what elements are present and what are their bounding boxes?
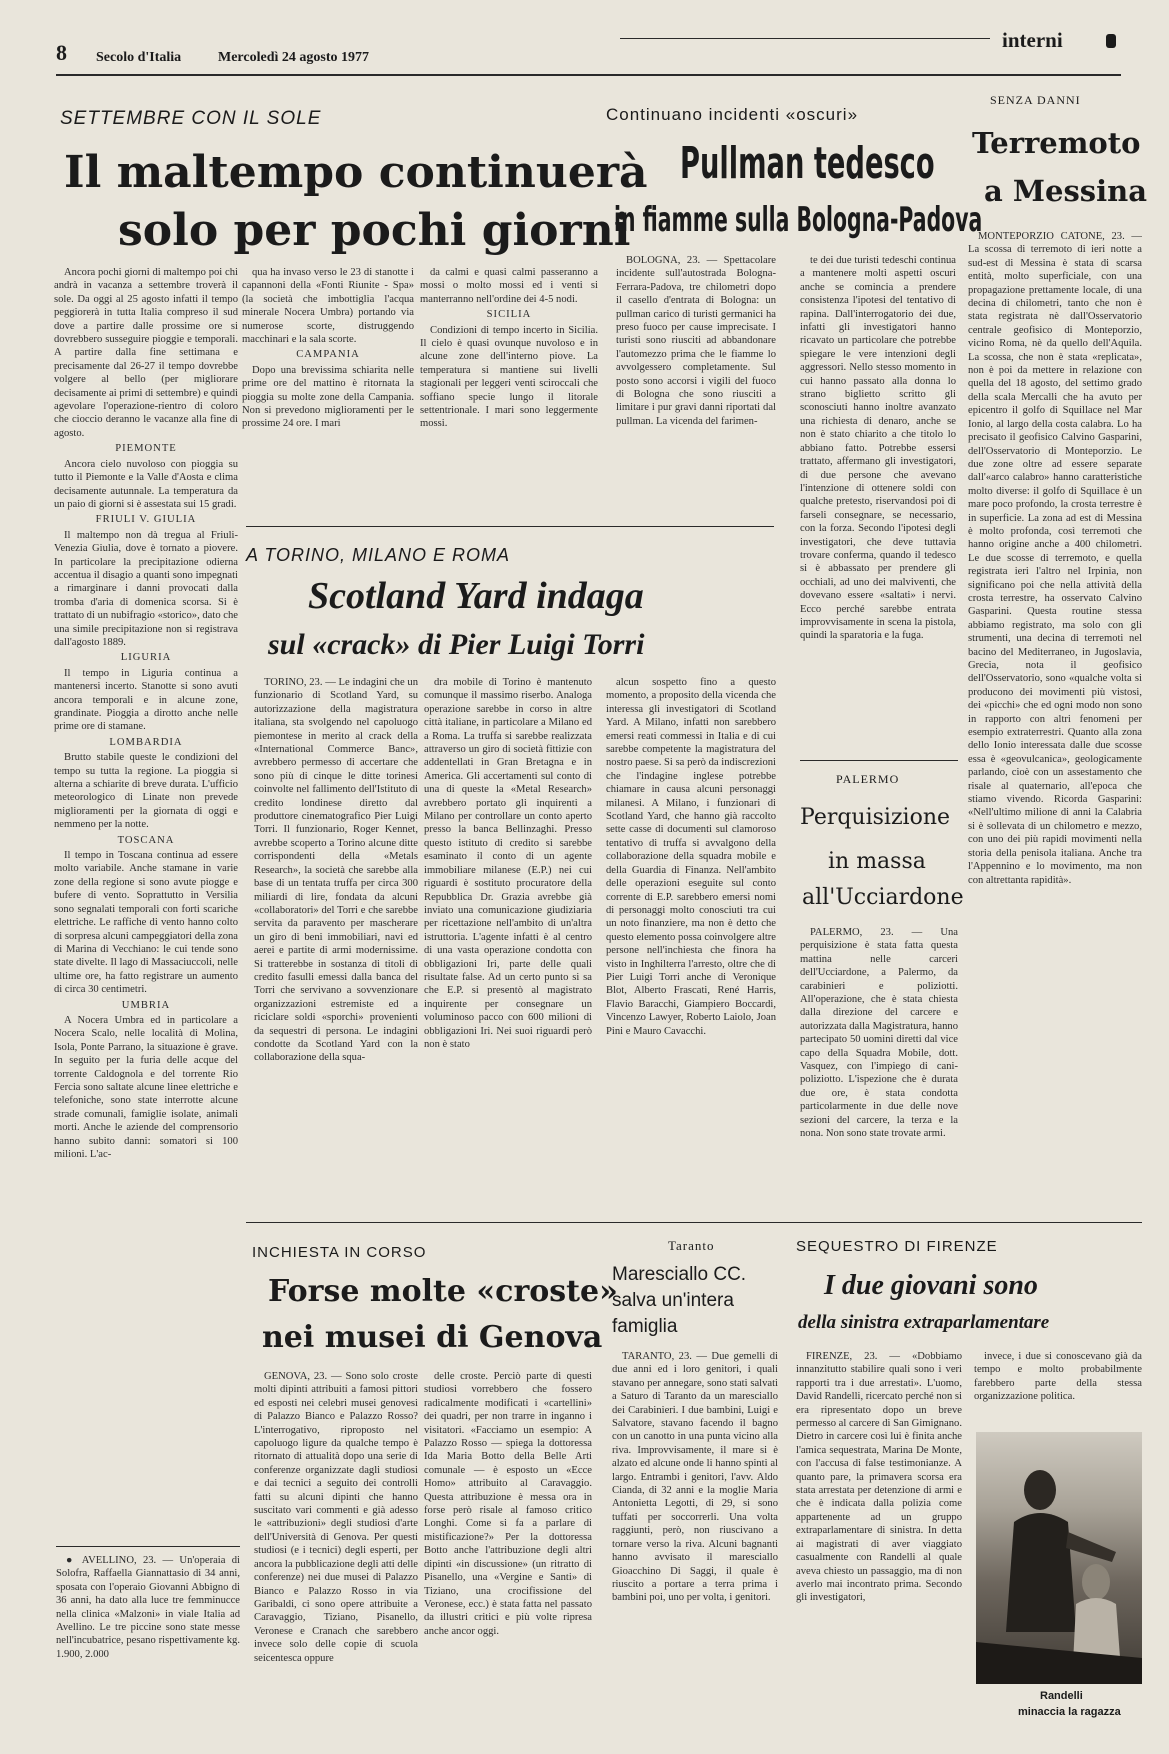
randelli-photo	[976, 1432, 1142, 1684]
firenze-body-2: invece, i due si conoscevano già da tempo e molto probabilmente farebbero parte della stessa organizzazione politica.	[974, 1351, 1142, 1403]
genova-body-1: GENOVA, 23. — Sono solo croste molti dipinti attribuiti a famosi pittori ed esposti nei celebri musei genovesi di Palazzo Bianco e Palazzo Rosso? L'interrogativo, riproposto nel capoluogo ligure da qualche tempo è ritornato di attualità dopo una serie di conferenze organizzate dagli studiosi e dai tecnici a seguito dei controlli fatti su alcuni dipinti che hanno suscitato vari commenti e già adesso le «attribuzioni» degli studiosi d'arte dell'Università di Genova. Per questi studiosi (e i tecnici) degli esperti, per ancora la pubblicazione degli atti delle conferenze) nei due musei di Palazzo Bianco e Palazzo Rosso in via Garibaldi, ci sono opere attribuite a Caravaggio, Tiziano, Pisanello, Veronese e Cranach che sarebbero invece solo delle copie di scuola seicentesca oppure	[254, 1371, 418, 1664]
region-heading-lombardia: LOMBARDIA	[109, 736, 183, 748]
avellino-column	[56, 1554, 240, 1744]
region-heading-sicilia: SICILIA	[486, 309, 532, 321]
masthead-rule-top	[620, 38, 990, 39]
pullman-body-1: BOLOGNA, 23. — Spettacolare incidente sull'autostrada Bologna-Ferrara-Padova, tre chilometri dopo il casello d'entrata di Bologna: un pullman carico di turisti germanici ha preso fuoco per cause imprecisate. I turisti sono riusciti ad abbandonare l'automezzo prima che le fiamme lo avvolgessero completamente. Sul posto sono accorsi i vigili del fuoco di Bologna che sono riusciti a limitare i pur gravi danni riportati dal pullman. La vicenda del farimen-	[616, 255, 776, 427]
photo-caption-text: minaccia la ragazza	[1018, 1706, 1121, 1718]
scotland-headline-line1: Scotland Yard indaga	[308, 575, 644, 617]
weather-column-2	[242, 266, 414, 526]
weather-friuli: Il maltempo non dà tregua al Friuli-Venezia Giulia, dove è tornato a piovere. In particolare la precipitazione odierna accentua il disagio a quanti sono impegnati a rimarginare i danni provocati dalla tromba d'aria di domenica scorsa. Si è trattato di un nubifragio «storico», dato che una simile precipitazione non si registrava dall'agosto 1889.	[54, 529, 238, 648]
firenze-kicker: SEQUESTRO DI FIRENZE	[796, 1238, 998, 1255]
scotland-body-3: alcun sospetto fino a questo momento, a proposito della vicenda che interessa gli investigatori di Scotland Yard. A Milano, infatti non sarebbero emersi reati commessi in Italia e di cui sarebbe competente la magistratura del nostro paese. Si sa però da indiscrezioni che l'indagine inglese potrebbe chiamare in causa alcuni personaggi milanesi. A Milano, i funzionari di Scotland Yard, che hanno già raccolto sette casse di documenti sul clamoroso tentativo di truffa si avvalgono della collaborazione della squadra mobile e della Guardia di Finanza. Nell'ambito delle operazioni eseguite sul conto corrente di E.P. sarebbero emersi nomi di personaggi molto conosciuti tra cui un noto finanziere, ma non è detto che questo elemento possa coinvolgere altre persone nell'inchiesta che finora ha visto in Inghilterra l'arresto, oltre che di Pier Luigi Torri anche di Veronique Blot, Alberto Frascati, René Harris, Flavio Baracchi, Giampiero Boccardi, Vincenzo Lawyer, Roberto Laiolo, Joan Pini e Mauro Cavacchi.	[606, 677, 776, 1037]
palermo-headline-line1: Perquisizione	[800, 805, 951, 830]
pullman-column-2	[800, 254, 956, 784]
palermo-body: PALERMO, 23. — Una perquisizione è stata fatta questa mattina nelle carceri dell'Ucciardone, a Palermo, da carabinieri e poliziotti. All'operazione, che è stata chiesta dalla direzione del carcere e autorizzata dalla Magistratura, hanno partecipato 50 uomini diretti dal vice capo della Squadra Mobile, dott. Vasquez, con l'impiego di cani-poliziotto. L'ispezione che è durata due ore, è stata condotta particolarmente in due delle nove sezioni del carcere, la terza e la nona. Non sono state trovate armi.	[800, 927, 958, 1140]
masthead-rule	[56, 74, 1121, 76]
region-heading-piemonte: PIEMONTE	[115, 443, 177, 455]
avellino-top-rule	[56, 1546, 240, 1547]
region-heading-liguria: LIGURIA	[120, 652, 172, 664]
taranto-headline-line3: famiglia	[612, 1316, 678, 1337]
weather-umbria-cont: qua ha invaso verso le 23 di stanotte i capannoni della «Fonti Riunite - Spa» (la società che imbottiglia l'acqua minerale Nocera Umbra) portando via numerose scorte, distruggendo macchinari e la sala scorte.	[242, 267, 414, 346]
weather-toscana: Il tempo in Toscana continua ad essere molto variabile. Anche stamane in varie zone della regione si sono avute piogge e bufere di vento. Soprattutto in Versilia sono segnalati temporali con forti scariche elettriche. Le raffiche di vento hanno colto di sorpresa alcuni campeggiatori della zona di Marina di Vecchiano: le cui tende sono state divelte. Il lago di Massaciuccoli, nelle ultime ore, ha fatto registrare un aumento di circa 30 centimetri.	[54, 850, 238, 996]
weather-intro: Ancora pochi giorni di maltempo poi chi andrà in vacanza a settembre troverà il sole. Da oggi al 25 agosto infatti il tempo peggiorerà in tutta Italia compreso il sud dove a partire dalle prossime ore si dovrebbero susseguire pioggie e temporali. A partire dalla fine settimana e precisamente dal 26-27 il tempo dovrebbe volgere al bello (per migliorare decisamente ai primi di settembre) e quindi agevolare l'operazione-rientro di coloro che cioccio deranno le vacanze alla fine di agosto.	[54, 267, 238, 439]
weather-campania: Dopo una brevissima schiarita nelle prime ore del mattino è ritornata la pioggia su molte zone della Campania. Non si prevedono miglioramenti per le prossime 24 ore. I mari	[242, 364, 414, 430]
pullman-column-1	[616, 254, 776, 506]
scotland-body-2: dra mobile di Torino è mantenuto comunque il massimo riserbo. Analoga operazione sarebbe in corso in altre città italiane, in particolare a Milano ed a Roma. La truffa si sarebbe realizzata attraverso un giro di società fittizie con addentellati in Gran Bretagna e in America. Gli accertamenti sul conto di una di queste la «Metal Research» avrebbero portato gli inquirenti a Milano per controllare un conto aperto presso la banca Bellinzaghi. Presso questo istituto di credito si sarebbe esaminato il conto di un agente immobiliare milanese (E.P.) nei cui riguardi è sostituto procuratore della Repubblica Dr. Grazia avrebbe già inviato una comunicazione giudiziaria per ricettazione nell'ambito di un'altra istruttoria. L'agente infatti è al centro di una vasta operazione condotta con obbligazioni Iri, parte delle quali risultate false. Ad un certo punto si sa che E.P. si presentò al magistrato inquirente per consegnare un voluminoso pacco con 600 milioni di obbligazioni Iri. Nei suoi riguardi però non è stato	[424, 677, 592, 1050]
region-heading-umbria: UMBRIA	[121, 999, 171, 1011]
photo-caption-name: Randelli	[1040, 1690, 1083, 1702]
earthquake-kicker: SENZA DANNI	[990, 93, 1081, 107]
scotland-column-3	[606, 676, 776, 1216]
palermo-headline-line2: in massa	[828, 849, 926, 874]
firenze-column-1	[796, 1350, 962, 1744]
weather-headline-line2: solo per pochi giorni	[118, 205, 631, 256]
firenze-body-1: FIRENZE, 23. — «Dobbiamo innanzitutto stabilire quali sono i veri rapporti tra i due arrestati». L'uomo, David Randelli, ricercato perché non si era ripresentato dopo un breve permesso al carcere di San Gimignano. Dietro in carcere così lui è finita anche l'amica sequestrata, Marina De Monte, con l'accusa di false testimonianze. A quanto pare, la primavera scorsa era stata arrestata per detenzione di armi e che è indicata dalla polizia come appartenente ad un gruppo extraparlamentare di sinistra. In detta ai magistrati di aver viaggiato casualmente con Randelli al quale aveva chiesto un passaggio, ma di non averlo mai incontrato prima. Secondo gli investigatori,	[796, 1351, 962, 1604]
avellino-body: ● AVELLINO, 23. — Un'operaia di Solofra, Raffaella Giannattasio di 34 anni, sposata con l'operaio Giovanni Abbigno di 36 anni, ha dato alla luce tre femminucce nella clinica «Malzoni» in viale Italia ad Avellino. Le tre piccine sono state messe nell'incubatrice, pesano rispettivamente kg. 1.900, 2.000	[56, 1555, 240, 1660]
firenze-column-2	[974, 1350, 1142, 1428]
palermo-top-rule	[800, 760, 958, 761]
genova-headline-line2: nei musei di Genova	[262, 1320, 603, 1355]
taranto-headline-line1: Maresciallo CC.	[612, 1264, 747, 1285]
scotland-column-2	[424, 676, 592, 1216]
weather-column-1	[54, 266, 238, 1514]
earthquake-headline-line1: Terremoto	[972, 126, 1141, 160]
scotland-column-1	[254, 676, 418, 1216]
weather-campania-cont: da calmi e quasi calmi passeranno a mossi o molto mossi ed i venti si manterranno nell'ordine dei 4-5 nodi.	[420, 267, 598, 305]
palermo-kicker: PALERMO	[836, 772, 900, 786]
weather-piemonte: Ancora cielo nuvoloso con pioggia su tutto il Piemonte e la Valle d'Aosta e clima decisamente autunnale. La temperatura da un paio di giorni si è assestata sui 15 gradi.	[54, 458, 238, 510]
genova-body-2: delle croste. Perciò parte di questi studiosi vorrebbero che fossero radicalmente modificati i «cartellini» dei quadri, per non trarre in inganno i visitatori. «Facciamo un esempio: A Palazzo Rosso — spiega la dottoressa Ida Maria Botto della Belle Arti comunale — è esposto un «Ecce Homo» attribuito al Caravaggio. Questa attribuzione è messa ora in forse però risale al famoso critico Longhi. Come si fa a parlare di mistificazione?» Per la dottoressa Botto anche l'attribuzione degli altri dipinti «in discussione» (un ritratto di Pisanello, una «Vergine e Santi» di Tiziano, una crocifissione del Veronese, ecc.) è stata fatta nel passato da illustri critici e più volte ripresa anche ancor oggi.	[424, 1371, 592, 1637]
palermo-headline-line3: all'Ucciardone	[802, 885, 964, 910]
earthquake-headline-line2: a Messina	[984, 174, 1147, 208]
scotland-top-rule	[246, 526, 774, 527]
region-heading-friuli: FRIULI V. GIULIA	[95, 514, 197, 526]
scotland-kicker: A TORINO, MILANO E ROMA	[246, 545, 511, 565]
genova-headline-line1: Forse molte «croste»	[268, 1274, 618, 1309]
region-heading-toscana: TOSCANA	[117, 834, 175, 846]
pullman-headline-line1: Pullman tedesco	[680, 138, 935, 189]
taranto-kicker: Taranto	[668, 1238, 715, 1253]
section-bullet-icon	[1106, 34, 1116, 48]
weather-kicker: SETTEMBRE CON IL SOLE	[60, 108, 322, 129]
pullman-headline-line2: in fiamme sulla Bologna-Padova	[614, 200, 983, 240]
earthquake-column	[968, 230, 1142, 1068]
genova-kicker: INCHIESTA IN CORSO	[252, 1244, 427, 1261]
page-number: 8	[56, 40, 67, 65]
weather-umbria: A Nocera Umbra ed in particolare a Nocera Scalo, nelle località di Molina, Isola, Ponte Parrano, la situazione è grave. In seguito per la furia delle acque del torrente Caldognola e del torrente Rio Fercia sono saltate alcune linee elettriche e telefoniche, sono state interrotte alcune strade comunali, famiglie isolate, animali morti. Anche le aziende del comprensorio hanno subito danni: somatori si 100 milioni. L'ac-	[54, 1014, 238, 1160]
taranto-body: TARANTO, 23. — Due gemelli di due anni ed i loro genitori, i quali stavano per annegare, sono stati salvati a Saturo di Taranto da un maresciallo dei Carabinieri. I due bambini, Luigi e Salvatore, stavano facendo il bagno con un canotto in una punta vicino alla riva. Improvvisamente, il mare si è alzato ed alcune onde li hanno spinti al largo. Entrambi i genitori, l'avv. Aldo Cianda, di 32 anni e la moglie Maria Antonietta Legotti, di 29, si sono tuffati per soccorrerli. Una volta raggiunti, però, non riuscivano a tornare verso la riva. Alcuni bagnanti hanno avvisato il maresciallo Gioacchino Di Saggi, il quale è riuscito a portare a terra prima i bambini poi, uno per volta, i genitori.	[612, 1351, 778, 1604]
lower-section-rule	[246, 1222, 1142, 1223]
taranto-headline-line2: salva un'intera	[612, 1290, 734, 1311]
weather-headline-line1: Il maltempo continuerà	[64, 147, 648, 198]
paper-name: Secolo d'Italia	[96, 50, 182, 65]
weather-column-3	[420, 266, 598, 526]
genova-column-2	[424, 1370, 592, 1742]
palermo-column	[800, 926, 958, 1218]
issue-date: Mercoledì 24 agosto 1977	[218, 50, 369, 65]
section-label: interni	[1002, 28, 1063, 52]
taranto-column	[612, 1350, 778, 1744]
firenze-headline-line1: I due giovani sono	[824, 1270, 1038, 1301]
scotland-headline-line2: sul «crack» di Pier Luigi Torri	[268, 628, 645, 661]
pullman-body-2: te dei due turisti tedeschi continua a mantenere molti aspetti oscuri anche se comincia a prendere consistenza l'ipotesi del tentativo di rapina. Dall'interrogatorio dei due, infatti gli investigatori hanno ricavato un particolare che potrebbe spiegare le vere intenzioni degli aggressori. Nello stesso momento in cui hanno passato alla donna lo strano biglietto scritto gli sconosciuti hanno inoltre avanzato una richiesta di denaro, anche se non è stato chiarito a che titolo lo abbiano fatto. Potrebbe essersi trattato, affermano gli investigatori, di due persone che avevano l'intenzione di ottenere soldi con qualche pretesto, riservandosi poi di farseli consegnare, se necessario, con la forza. Secondo l'ipotesi degli investigatori, che deve tuttavia trovare conferma, quando il tedesco si è abbassato per prendere gli occhiali, ad uno dei malviventi, che dovevano essere «saltati» i nervi. Ecco perché sarebbe entrata improvvisamente in scena la pistola, quindi la sparatoria e la fuga.	[800, 255, 956, 642]
weather-liguria: Il tempo in Liguria continua a mantenersi incerto. Stanotte si sono avuti ancora temporali e in alcune zone, grandinate. Pioggia a dirotto anche nelle prime ore di stamane.	[54, 667, 238, 733]
pullman-kicker: Continuano incidenti «oscuri»	[606, 105, 859, 124]
firenze-headline-line2: della sinistra extraparlamentare	[798, 1312, 1050, 1333]
photo-figure-icon	[976, 1432, 1142, 1684]
earthquake-body: MONTEPORZIO CATONE, 23. — La scossa di terremoto di ieri notte a sud-est di Messina è stata di scarsa entità, molto superficiale, con una propagazione prettamente locale, di una decina di chilometri, tanto che non è stata registrata nè dall'Osservatorio centrale geofisico di Monteporzio, vicino Roma, nè da quello dell'Aquila. La scossa, che non è stata «replicata», non è poi da mettere in relazione con quella del 18 agosto, del settimo grado della scala Mercalli che ha avuto per epicentro il golfo di Squillace nel Mar Ionio, al largo della costa calabra. Lo ha precisato il geofisico Calvino Gasparini, dell'Osservatorio di Monteporzio. Le due zone oltre ad essere separate dall'«arco calabro» hanno caratteristiche molto diverse: il golfo di Squillace è un mare poco profondo, la crosta terrestre è in superficie. La zona ad est di Messina è molto profonda, così terremoti che hanno origine anche a 400 chilometri. Le due scosse di terremoto, e quella registrata ieri l'altro nel Irpinia, non significano poi che nella attività della crosta terrestre, ha osservato Calvino Gasparini. Questa routine stessa abbiamo registrato, ma solo con gli strumenti, una decina di terremoti nel bacino del Mediterraneo, in Jugoslavia, Grecia, nota il geofisico dell'Osservatorio, sono «qualche volta si producono dei movimenti più vistosi, dei «picchi» che ed ogni modo non sono in rapporto con altri fenomeni per esempio extraterrestri. Quanto alla zona dello Ionio interessata dalle due scosse essa è «geovulcanica», geologicamente parlando, cioè con un assestamento che risale al quaternario, all'epoca che stiamo vivendo. Ricorda Gasparini: «Nell'ultimo milione di anni la Calabria si è sollevata di un chilometro e mezzo, con uno dei più rapidi movimenti nella storia della penisola italiana. Anche tra l'Appennino e lo movimento, ma non con altrettanta rapidità».	[968, 231, 1142, 886]
region-heading-campania: CAMPANIA	[296, 349, 360, 361]
scotland-body-1: TORINO, 23. — Le indagini che un funzionario di Scotland Yard, su autorizzazione della magistratura italiana, sta svolgendo nel capoluogo piemontese in merito al crack della «International Commerce Banc», avrebbero permesso di accertare che sono più di cinque le ditte torinesi coinvolte nel fallimento dell'Istituto di credito londinese diretto dal produttore cinematografico Pier Luigi Torri. Il funzionario, Roger Kennet, avrebbe scoperto a Torino alcune ditte corrispondenti della «Metals Research», la società che sarebbe alla base di un tentata truffa per circa 300 miliardi di lire, fondata da alcuni «collaboratori» del Torri e che sarebbe servita da paravento per mascherare un giro di beni immobiliari, navi ed aerei e partite di armi modernissime. Si tratterebbe in sostanza di titoli di credito fasulli emessi dalla banca del Torri che servivano a sovvenzionare organizzazioni estremiste ed a riciclare soldi «sporchi» provenienti da sequestri di persona. Le indagini condotte da Scotland Yard con la collaborazione della squa-	[254, 677, 418, 1064]
weather-sicilia: Condizioni di tempo incerto in Sicilia. Il cielo è quasi ovunque nuvoloso e in alcune zone dell'interno piove. La temperatura si mantiene sui livelli stagionali per leggeri venti sciroccali che soffiano specie lungo il litorale settentrionale. I mari sono leggermente mossi.	[420, 324, 598, 430]
weather-lombardia: Brutto stabile queste le condizioni del tempo su tutta la regione. La pioggia si alterna a schiarite di breve durata. L'ufficio meteorologico di Linate non prevede miglioramenti per la giornata di oggi e nemmeno per la notte.	[54, 752, 238, 831]
genova-column-1	[254, 1370, 418, 1742]
